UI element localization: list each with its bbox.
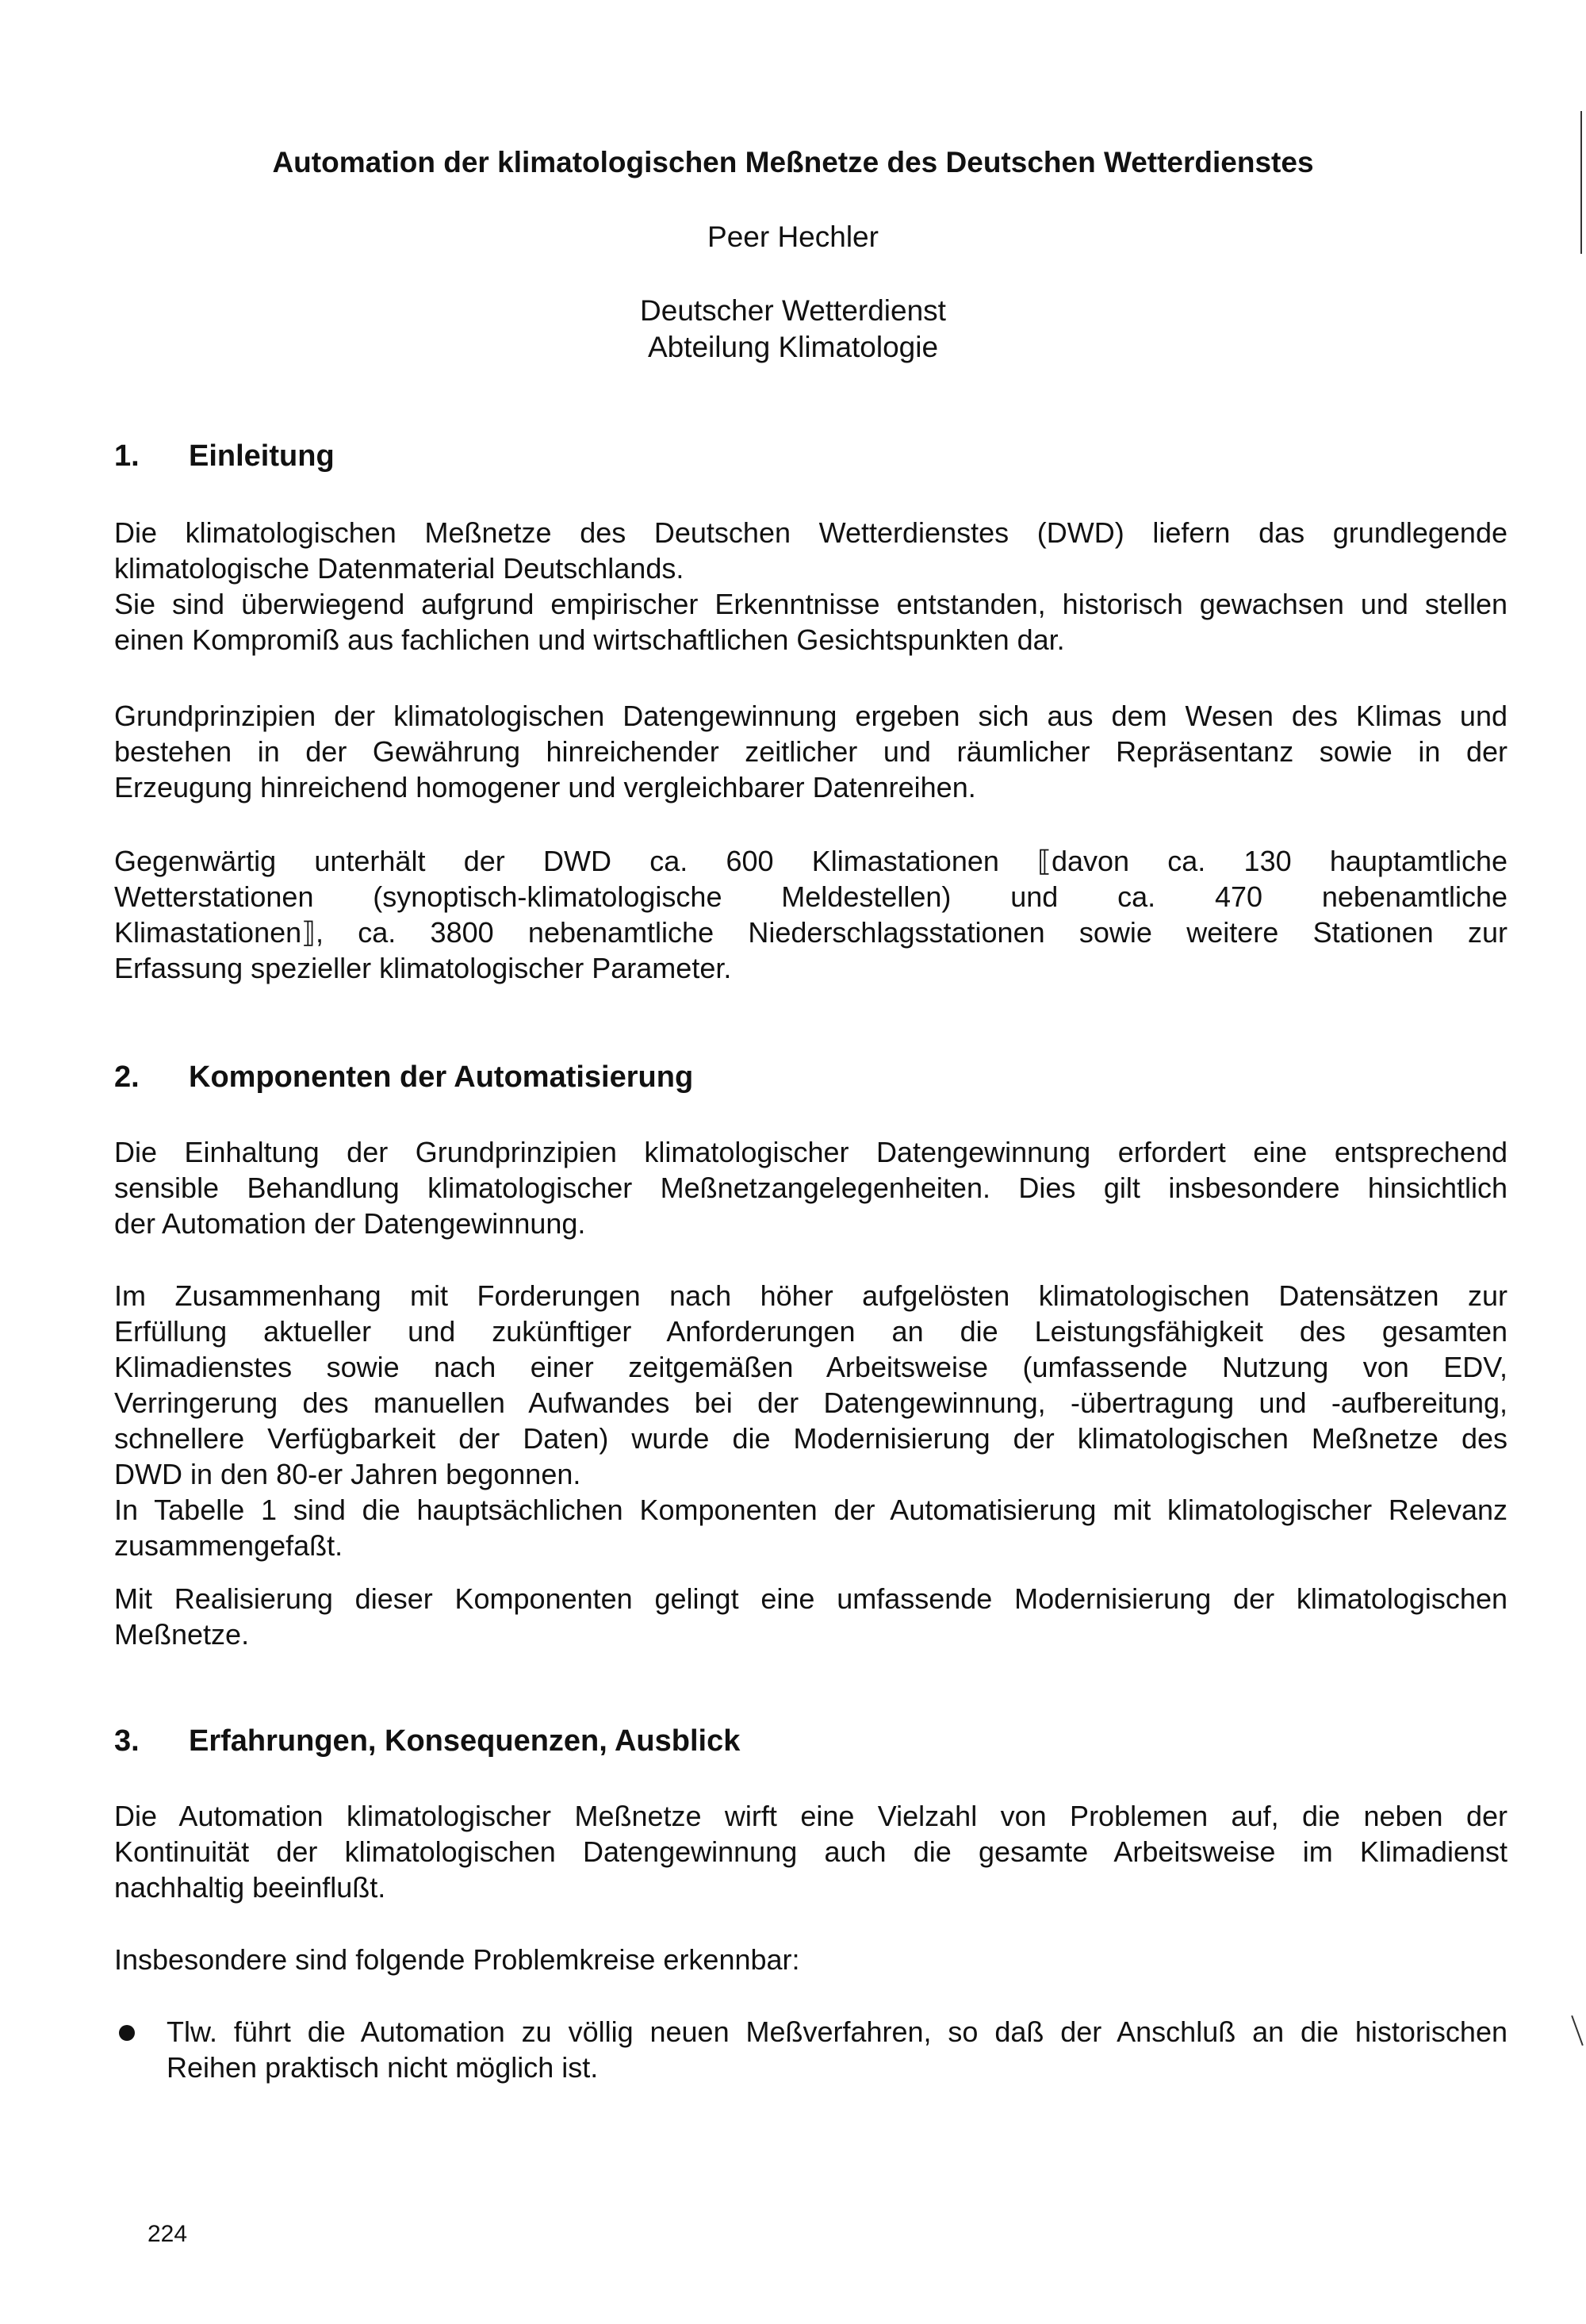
text-line: In Tabelle 1 sind die hauptsächlichen Komponenten der Automatisierung mit klimatologischer Relevanz [114,1494,1507,1526]
text-line: Meßnetze. [114,1618,250,1651]
text-line: der Automation der Datengewinnung. [114,1207,586,1240]
text-line: klimatologische Datenmaterial Deutschlands. [114,552,684,585]
section-number: 1. [114,439,140,473]
text-line: Kontinuität der klimatologischen Datengewinnung auch die gesamte Arbeitsweise im Klimadienst [114,1835,1507,1868]
paragraph [114,1278,1507,1492]
text-line: einen Kompromiß aus fachlichen und wirtschaftlichen Gesichtspunkten dar. [114,623,1065,656]
scan-edge-mark [1580,111,1582,254]
text-line: Reihen praktisch nicht möglich ist. [167,2051,599,2084]
paragraph [114,843,1507,986]
text-line: Insbesondere sind folgende Problemkreise erkennbar: [114,1943,800,1976]
page-number: 224 [147,2221,188,2247]
text-line: Erfassung spezieller klimatologischer Parameter. [114,952,732,984]
paragraph [114,586,1507,658]
author: Peer Hechler [707,221,879,253]
bullet-icon [119,2025,135,2041]
section-title: Einleitung [189,439,335,473]
text-line: Wetterstationen (synoptisch-klimatologische Meldestellen) und ca. 470 nebenamtliche [114,880,1507,913]
paragraph [114,1134,1507,1241]
paragraph [114,1798,1507,1905]
scan-edge-mark [1571,2015,1584,2046]
bullet-item [167,2014,1507,2085]
paragraph [114,1942,1507,1977]
text-line: Sie sind überwiegend aufgrund empirischer Erkenntnisse entstanden, historisch gewachsen und stellen [114,588,1507,620]
text-line: DWD in den 80-er Jahren begonnen. [114,1458,581,1490]
text-line: Klimastationen⟧, ca. 3800 nebenamtliche Niederschlagsstationen sowie weitere Stationen zur [114,916,1507,949]
paragraph [114,1581,1507,1652]
text-line: Mit Realisierung dieser Komponenten gelingt eine umfassende Modernisierung der klimatologischen [114,1582,1507,1615]
text-line: Klimadienstes sowie nach einer zeitgemäßen Arbeitsweise (umfassende Nutzung von EDV, [114,1351,1507,1383]
text-line: Grundprinzipien der klimatologischen Datengewinnung ergeben sich aus dem Wesen des Klimas und [114,700,1507,732]
text-line: Erzeugung hinreichend homogener und vergleichbarer Datenreihen. [114,771,976,803]
paragraph [114,515,1507,586]
paragraph [114,698,1507,805]
text-line: schnellere Verfügbarkeit der Daten) wurde die Modernisierung der klimatologischen Meßnetze des [114,1422,1507,1455]
text-line: Tlw. führt die Automation zu völlig neuen Meßverfahren, so daß der Anschluß an die historischen [167,2015,1507,2048]
paragraph [114,1492,1507,1563]
text-line: sensible Behandlung klimatologischer Meßnetzangelegenheiten. Dies gilt insbesondere hinsichtlich [114,1172,1507,1204]
text-line: Erfüllung aktueller und zukünftiger Anforderungen an die Leistungsfähigkeit des gesamten [114,1315,1507,1348]
document-title: Automation der klimatologischen Meßnetze des Deutschen Wetterdienstes [272,146,1314,178]
section-title: Komponenten der Automatisierung [189,1060,694,1094]
text-line: bestehen in der Gewährung hinreichender zeitlicher und räumlicher Repräsentanz sowie in der [114,735,1507,768]
affiliation-institution: Deutscher Wetterdienst [640,294,946,327]
text-line: zusammengefaßt. [114,1529,343,1562]
section-number: 3. [114,1724,140,1758]
text-line: Die Einhaltung der Grundprinzipien klimatologischer Datengewinnung erfordert eine entsprechend [114,1136,1507,1168]
text-line: Verringerung des manuellen Aufwandes bei der Datengewinnung, -übertragung und -aufbereitung, [114,1386,1507,1419]
section-heading-1 [114,438,335,474]
text-line: Die Automation klimatologischer Meßnetze wirft eine Vielzahl von Problemen auf, die neben der [114,1800,1507,1832]
section-number: 2. [114,1060,140,1094]
text-line: nachhaltig beeinflußt. [114,1871,386,1904]
text-line: Im Zusammenhang mit Forderungen nach höher aufgelösten klimatologischen Datensätzen zur [114,1279,1507,1312]
text-line: Gegenwärtig unterhält der DWD ca. 600 Klimastationen ⟦davon ca. 130 hauptamtliche [114,845,1507,877]
section-title: Erfahrungen, Konsequenzen, Ausblick [189,1724,741,1758]
section-heading-3 [114,1723,740,1759]
section-heading-2 [114,1059,693,1095]
text-line: Die klimatologischen Meßnetze des Deutschen Wetterdienstes (DWD) liefern das grundlegende [114,516,1507,549]
affiliation-department: Abteilung Klimatologie [647,331,939,363]
